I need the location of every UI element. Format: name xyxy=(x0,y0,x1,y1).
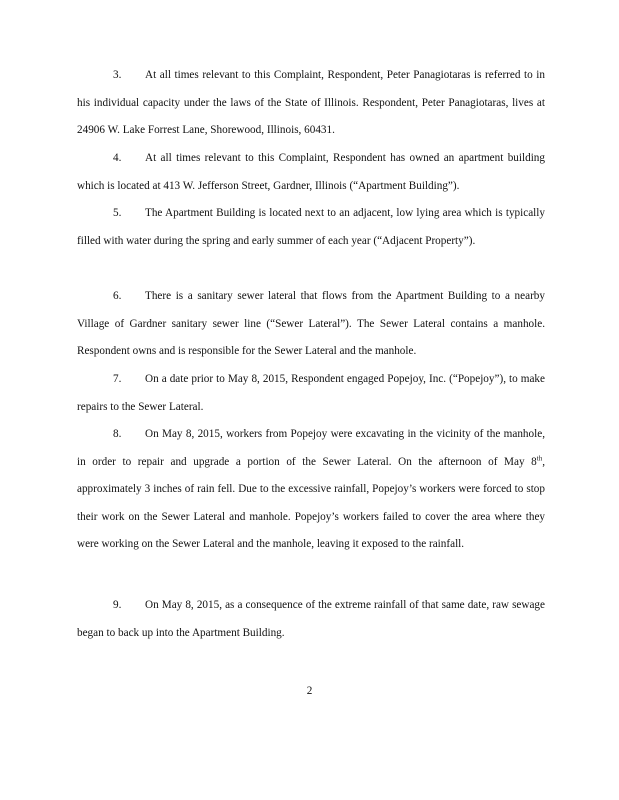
paragraph-3 xyxy=(77,62,545,145)
paragraph-number: 3. xyxy=(113,69,122,81)
paragraph-text: On May 8, 2015, as a consequence of the extreme rainfall of that same date, raw sewage began to back up into the Apartment Building. xyxy=(77,599,545,639)
page-number: 2 xyxy=(306,685,313,697)
paragraph-5 xyxy=(77,200,545,255)
paragraph-number: 7. xyxy=(113,373,122,385)
paragraph-text: On a date prior to May 8, 2015, Respondent engaged Popejoy, Inc. (“Popejoy”), to make repairs to the Sewer Lateral. xyxy=(77,373,545,413)
paragraph-text: The Apartment Building is located next to an adjacent, low lying area which is typically filled with water during the spring and early summer of each year (“Adjacent Property”). xyxy=(77,207,545,247)
paragraph-number: 8. xyxy=(113,428,122,440)
paragraph-number: 4. xyxy=(113,152,122,164)
paragraph-number: 5. xyxy=(113,207,122,219)
ordinal-suffix: th xyxy=(536,453,543,462)
paragraph-7 xyxy=(77,366,545,421)
paragraph-8 xyxy=(77,421,545,559)
paragraph-4 xyxy=(77,145,545,200)
paragraph-text-start: On May 8, 2015, workers from Popejoy were excavating in the vicinity of the manhole, in order to repair and upgrade a portion of the Sewer Lateral. On the afternoon of May 8 xyxy=(77,428,545,468)
paragraph-text: At all times relevant to this Complaint, Respondent has owned an apartment building which is located at 413 W. Jefferson Street, Gardner, Illinois (“Apartment Building”). xyxy=(77,152,545,192)
paragraph-text-end: , approximately 3 inches of rain fell. Due to the excessive rainfall, Popejoy’s workers were forced to stop their work on the Sewer Lateral and manhole. Popejoy’s workers failed to cover the area where they were working on the Sewer Lateral and the manhole, leaving it exposed to the rainfall. xyxy=(77,455,545,550)
paragraph-text: There is a sanitary sewer lateral that flows from the Apartment Building to a nearby Village of Gardner sanitary sewer line (“Sewer Lateral”). The Sewer Lateral contains a manhole. Respondent owns and is responsible for the Sewer Lateral and the manhole. xyxy=(77,290,545,357)
paragraph-9 xyxy=(77,592,545,647)
paragraph-6 xyxy=(77,283,545,366)
paragraph-number: 9. xyxy=(113,599,122,611)
paragraph-number: 6. xyxy=(113,290,122,302)
paragraph-text: At all times relevant to this Complaint, Respondent, Peter Panagiotaras is referred to in his individual capacity under the laws of the State of Illinois. Respondent, Peter Panagiotaras, lives at 24906 W. Lake Forrest Lane, Shorewood, Illinois, 60431. xyxy=(77,69,545,136)
